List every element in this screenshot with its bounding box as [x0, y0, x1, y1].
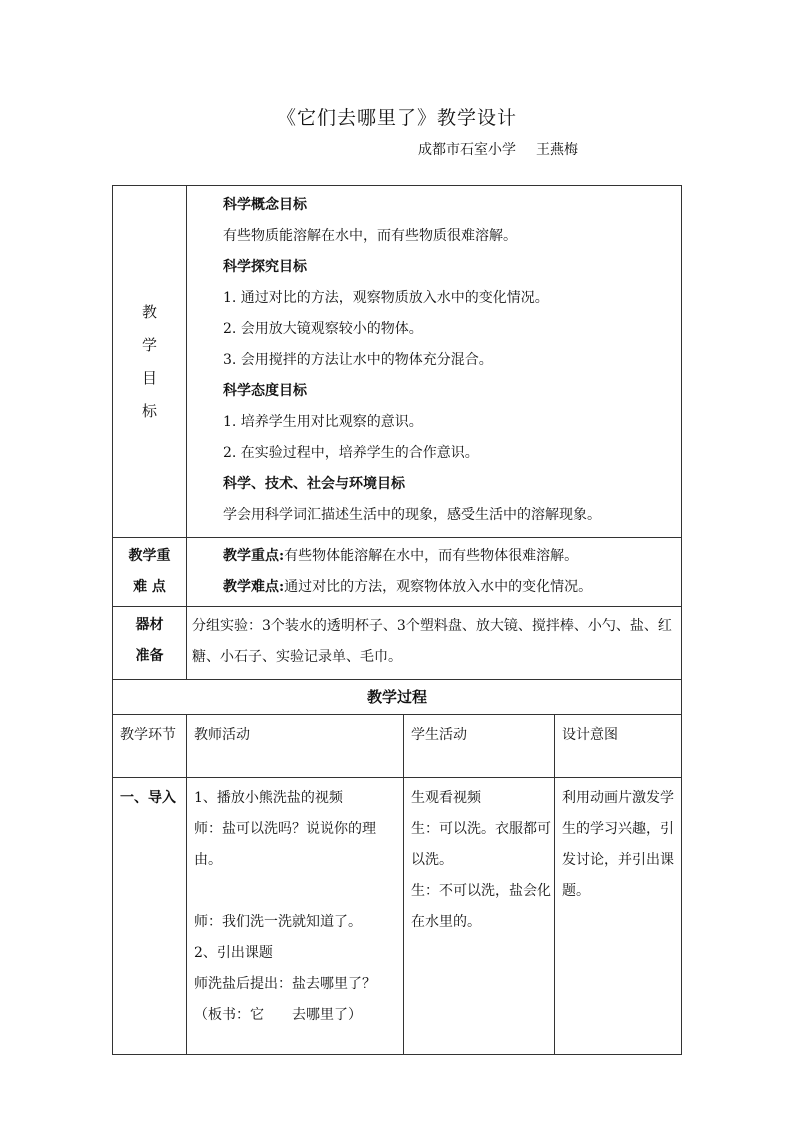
difficulty-label: 教学难点: [223, 579, 285, 595]
student-activity-line: 生：不可以洗，盐会化在水里的。 [411, 883, 551, 930]
attitude-goal-item: 1. 培养学生用对比观察的意识。 [223, 414, 423, 430]
focus-line [223, 541, 681, 572]
lesson-plan-table [112, 185, 682, 1055]
student-activity-line: 生观看视频 [411, 790, 481, 806]
difficulty-text: 通过对比的方法，观察物体放入水中的变化情况。 [284, 579, 593, 595]
teacher-activity-line: 1、播放小熊洗盐的视频 [194, 790, 343, 806]
key-points-label-line: 教学重 [128, 548, 171, 564]
column-header-teacher: 教师活动 [187, 715, 404, 778]
goals-label [113, 186, 187, 538]
concept-goal-heading: 科学概念目标 [223, 197, 307, 213]
equipment-label-line: 器材 [135, 617, 164, 633]
equipment-row [113, 607, 682, 680]
teacher-activity-line: 师洗盐后提出：盐去哪里了？（板书：它 去哪里了） [194, 976, 376, 1023]
design-intent-cell: 利用动画片激发学生的学习兴趣，引发讨论，并引出课题。 [555, 778, 682, 1055]
inquiry-goal-heading: 科学探究目标 [223, 259, 307, 275]
process-columns-row [113, 715, 682, 778]
inquiry-goal-item: 2. 会用放大镜观察较小的物体。 [223, 321, 423, 337]
difficulty-line [223, 572, 681, 603]
student-activity-cell [404, 778, 555, 1055]
sts-goal-text: 学会用科学词汇描述生活中的现象，感受生活中的溶解现象。 [223, 507, 601, 523]
goals-row [113, 186, 682, 538]
sts-goal-heading: 科学、技术、社会与环境目标 [223, 476, 405, 492]
teacher-activity-blank [194, 876, 403, 907]
attitude-goal-item: 2. 在实验过程中，培养学生的合作意识。 [223, 445, 479, 461]
concept-goal-text: 有些物质能溶解在水中，而有些物质很难溶解。 [223, 228, 517, 244]
stage-cell: 一、导入 [113, 778, 187, 1055]
goals-label-char: 标 [141, 402, 157, 420]
column-header-student: 学生活动 [404, 715, 555, 778]
key-points-label-line: 难 点 [133, 579, 166, 595]
focus-label: 教学重点: [223, 548, 285, 564]
focus-text: 有些物体能溶解在水中，而有些物体很难溶解。 [284, 548, 579, 564]
key-points-label [113, 538, 187, 607]
process-row [113, 778, 682, 1055]
equipment-label [113, 607, 187, 680]
author-name: 王燕梅 [536, 142, 578, 158]
teacher-activity-line: 师：我们洗一洗就知道了。 [194, 914, 362, 930]
goals-label-char: 学 [141, 336, 157, 354]
inquiry-goal-item: 1. 通过对比的方法，观察物质放入水中的变化情况。 [223, 290, 549, 306]
author-line [418, 139, 578, 159]
goals-label-char: 目 [141, 369, 157, 387]
school-name: 成都市石室小学 [418, 142, 516, 158]
inquiry-goal-item: 3. 会用搅拌的方法让水中的物体充分混合。 [223, 352, 493, 368]
student-activity-line: 生：可以洗。衣服都可以洗。 [411, 821, 551, 868]
teacher-activity-line: 2、引出课题 [194, 945, 273, 961]
process-header: 教学过程 [113, 680, 682, 715]
column-header-intent: 设计意图 [555, 715, 682, 778]
key-points-row [113, 538, 682, 607]
goals-content [187, 186, 682, 538]
key-points-content [187, 538, 682, 607]
process-header-row [113, 680, 682, 715]
document-title: 《它们去哪里了》教学设计 [276, 107, 517, 129]
equipment-text: 分组实验：3个装水的透明杯子、3个塑料盘、放大镜、搅拌棒、小勺、盐、红糖、小石子、实验记录单、毛巾。 [187, 607, 682, 680]
attitude-goal-heading: 科学态度目标 [223, 383, 307, 399]
goals-label-char: 教 [141, 303, 157, 321]
equipment-label-line: 准备 [135, 648, 164, 664]
teacher-activity-line: 师：盐可以洗吗？说说你的理由。 [194, 821, 376, 868]
column-header-stage: 教学环节 [113, 715, 187, 778]
teacher-activity-cell [187, 778, 404, 1055]
